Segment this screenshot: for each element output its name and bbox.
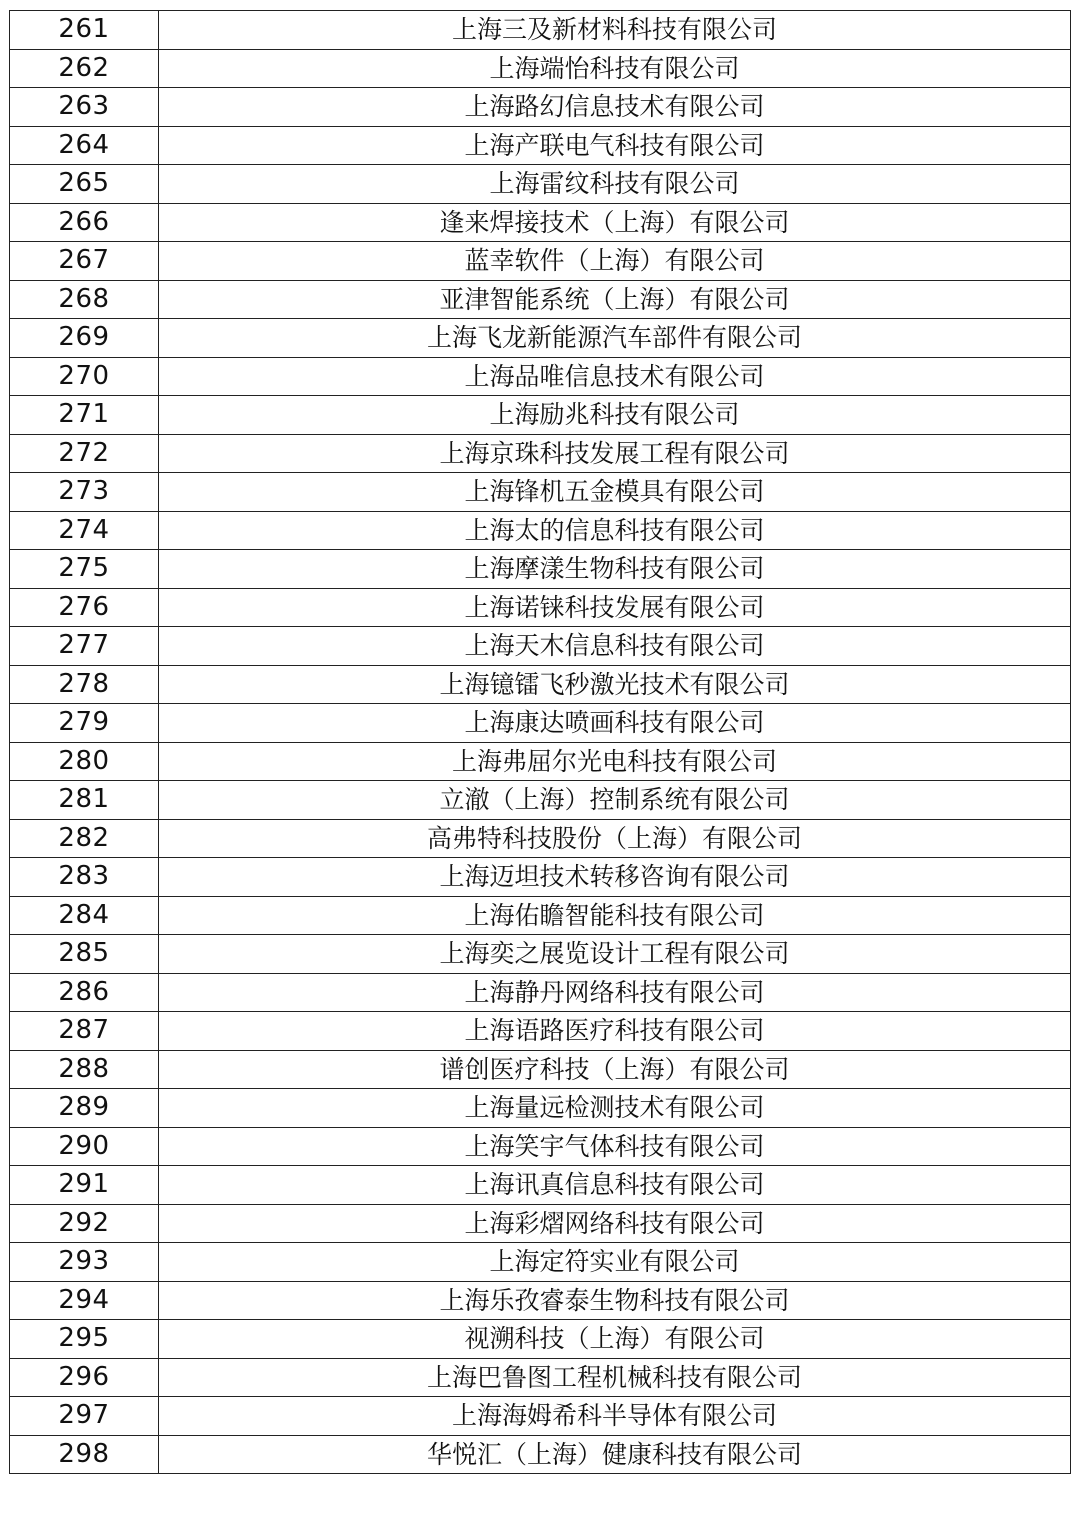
company-name: 上海飞龙新能源汽车部件有限公司	[159, 319, 1071, 358]
row-number: 294	[10, 1281, 159, 1320]
company-name: 上海康达喷画科技有限公司	[159, 704, 1071, 743]
row-number: 283	[10, 858, 159, 897]
row-number: 296	[10, 1358, 159, 1397]
table-row	[10, 627, 1071, 666]
company-name: 逢来焊接技术（上海）有限公司	[159, 203, 1071, 242]
table-row	[10, 1397, 1071, 1436]
company-name: 立澈（上海）控制系统有限公司	[159, 781, 1071, 820]
table-row	[10, 1435, 1071, 1474]
table-row	[10, 1050, 1071, 1089]
company-name: 上海雷纹科技有限公司	[159, 165, 1071, 204]
company-name: 上海定符实业有限公司	[159, 1243, 1071, 1282]
table-row	[10, 434, 1071, 473]
row-number: 276	[10, 588, 159, 627]
company-name: 蓝幸软件（上海）有限公司	[159, 242, 1071, 281]
table-row	[10, 742, 1071, 781]
row-number: 297	[10, 1397, 159, 1436]
table-row	[10, 396, 1071, 435]
table-row	[10, 1281, 1071, 1320]
table-row	[10, 896, 1071, 935]
table-row	[10, 49, 1071, 88]
row-number: 295	[10, 1320, 159, 1359]
table-row	[10, 665, 1071, 704]
row-number: 261	[10, 11, 159, 50]
company-name: 华悦汇（上海）健康科技有限公司	[159, 1435, 1071, 1474]
table-row	[10, 203, 1071, 242]
company-name: 上海奕之展览设计工程有限公司	[159, 935, 1071, 974]
table-row	[10, 1089, 1071, 1128]
row-number: 263	[10, 88, 159, 127]
company-name: 上海佑瞻智能科技有限公司	[159, 896, 1071, 935]
company-name: 上海天木信息科技有限公司	[159, 627, 1071, 666]
table-row	[10, 1166, 1071, 1205]
table-row	[10, 588, 1071, 627]
row-number: 270	[10, 357, 159, 396]
row-number: 281	[10, 781, 159, 820]
row-number: 290	[10, 1127, 159, 1166]
table-row	[10, 88, 1071, 127]
table-row	[10, 858, 1071, 897]
company-name: 上海笑宇气体科技有限公司	[159, 1127, 1071, 1166]
company-name: 上海品唯信息技术有限公司	[159, 357, 1071, 396]
row-number: 298	[10, 1435, 159, 1474]
row-number: 266	[10, 203, 159, 242]
row-number: 264	[10, 126, 159, 165]
company-name: 上海迈坦技术转移咨询有限公司	[159, 858, 1071, 897]
row-number: 274	[10, 511, 159, 550]
row-number: 280	[10, 742, 159, 781]
table-row	[10, 550, 1071, 589]
table-row	[10, 473, 1071, 512]
row-number: 292	[10, 1204, 159, 1243]
company-name: 上海彩熠网络科技有限公司	[159, 1204, 1071, 1243]
row-number: 265	[10, 165, 159, 204]
table-row	[10, 357, 1071, 396]
row-number: 267	[10, 242, 159, 281]
row-number: 262	[10, 49, 159, 88]
table-row	[10, 1012, 1071, 1051]
company-name: 上海产联电气科技有限公司	[159, 126, 1071, 165]
table-row	[10, 126, 1071, 165]
table-row	[10, 1358, 1071, 1397]
table-row	[10, 1204, 1071, 1243]
company-name: 上海路幻信息技术有限公司	[159, 88, 1071, 127]
row-number: 278	[10, 665, 159, 704]
table-row	[10, 781, 1071, 820]
row-number: 287	[10, 1012, 159, 1051]
company-name: 上海镱镭飞秒激光技术有限公司	[159, 665, 1071, 704]
company-name: 上海励兆科技有限公司	[159, 396, 1071, 435]
table-row	[10, 11, 1071, 50]
row-number: 268	[10, 280, 159, 319]
company-name: 上海京珠科技发展工程有限公司	[159, 434, 1071, 473]
table-row	[10, 819, 1071, 858]
row-number: 285	[10, 935, 159, 974]
company-name: 上海语路医疗科技有限公司	[159, 1012, 1071, 1051]
row-number: 286	[10, 973, 159, 1012]
table-row	[10, 242, 1071, 281]
company-name: 上海锋机五金模具有限公司	[159, 473, 1071, 512]
row-number: 291	[10, 1166, 159, 1205]
company-name: 上海诺铼科技发展有限公司	[159, 588, 1071, 627]
row-number: 293	[10, 1243, 159, 1282]
table-row	[10, 935, 1071, 974]
table-row	[10, 165, 1071, 204]
row-number: 279	[10, 704, 159, 743]
row-number: 288	[10, 1050, 159, 1089]
company-name: 上海乐孜睿泰生物科技有限公司	[159, 1281, 1071, 1320]
company-name: 上海太的信息科技有限公司	[159, 511, 1071, 550]
table-row	[10, 1320, 1071, 1359]
company-name: 上海三及新材料科技有限公司	[159, 11, 1071, 50]
table-row	[10, 704, 1071, 743]
table-row	[10, 973, 1071, 1012]
row-number: 277	[10, 627, 159, 666]
company-name: 上海讯真信息科技有限公司	[159, 1166, 1071, 1205]
row-number: 275	[10, 550, 159, 589]
company-name: 上海量远检测技术有限公司	[159, 1089, 1071, 1128]
row-number: 269	[10, 319, 159, 358]
company-name: 上海海姆希科半导体有限公司	[159, 1397, 1071, 1436]
row-number: 273	[10, 473, 159, 512]
table-body	[10, 11, 1071, 1474]
row-number: 271	[10, 396, 159, 435]
table-row	[10, 1127, 1071, 1166]
table-row	[10, 280, 1071, 319]
company-list-table	[9, 10, 1071, 1474]
company-name: 亚津智能系统（上海）有限公司	[159, 280, 1071, 319]
company-name: 上海巴鲁图工程机械科技有限公司	[159, 1358, 1071, 1397]
company-name: 上海摩漾生物科技有限公司	[159, 550, 1071, 589]
table-row	[10, 319, 1071, 358]
company-name: 高弗特科技股份（上海）有限公司	[159, 819, 1071, 858]
company-name: 视溯科技（上海）有限公司	[159, 1320, 1071, 1359]
company-name: 上海端怡科技有限公司	[159, 49, 1071, 88]
row-number: 289	[10, 1089, 159, 1128]
row-number: 282	[10, 819, 159, 858]
table-row	[10, 511, 1071, 550]
row-number: 284	[10, 896, 159, 935]
table-row	[10, 1243, 1071, 1282]
company-name: 上海静丹网络科技有限公司	[159, 973, 1071, 1012]
company-name: 谱创医疗科技（上海）有限公司	[159, 1050, 1071, 1089]
row-number: 272	[10, 434, 159, 473]
company-name: 上海弗屈尔光电科技有限公司	[159, 742, 1071, 781]
